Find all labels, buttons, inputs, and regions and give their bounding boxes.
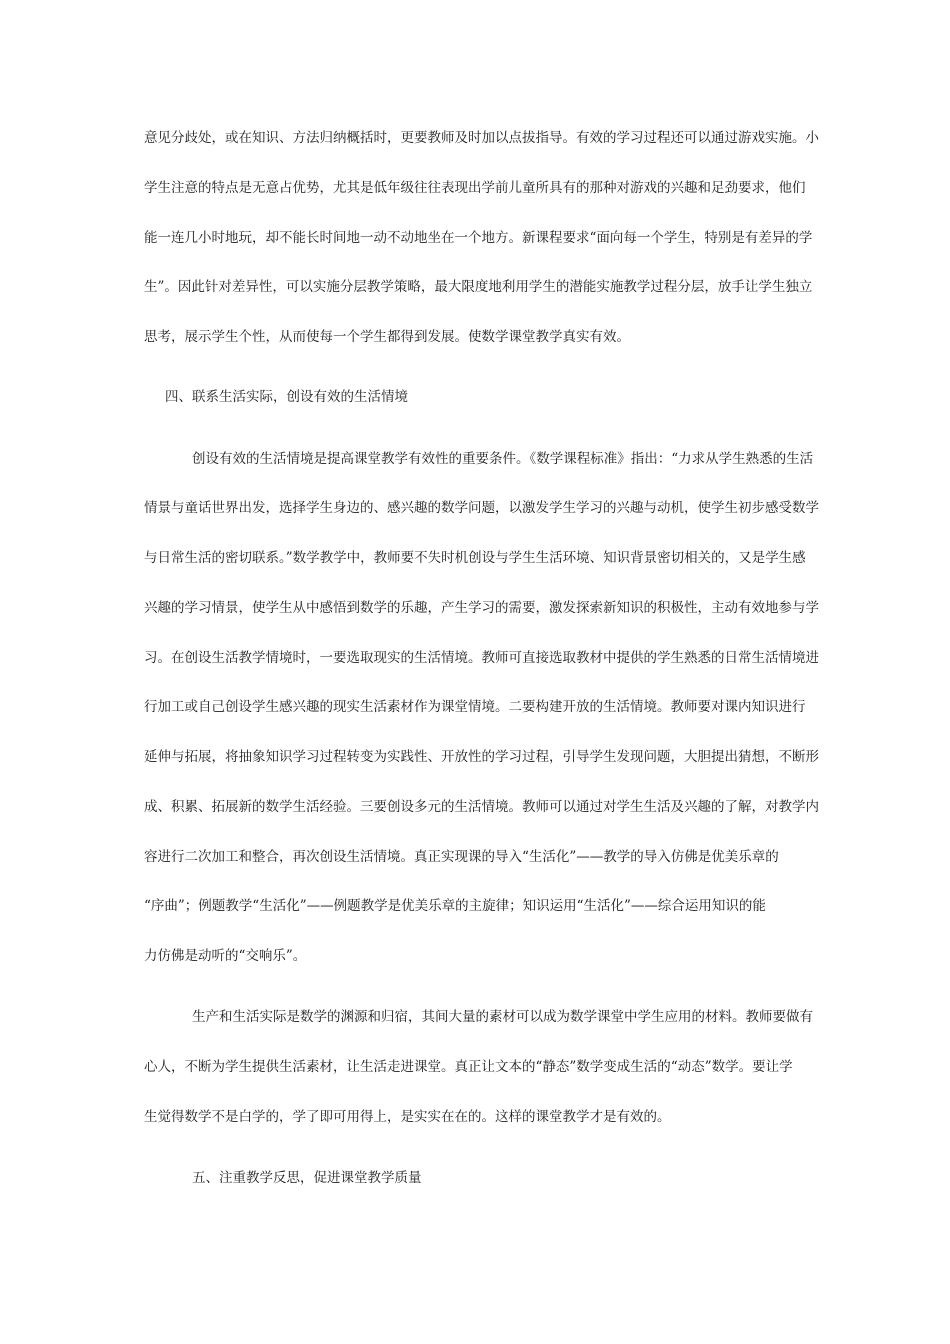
paragraph-3-line-2: 心人，不断为学生提供生活素材，让生活走进课堂。真正让文本的“静态”数学变成生活的“动态”数学。要让学 bbox=[144, 1059, 793, 1075]
paragraph-1-line-1: 意见分歧处，或在知识、方法归纳概括时，更要教师及时加以点拔指导。有效的学习过程还可以通过游戏实施。小 bbox=[144, 130, 819, 146]
paragraph-2-line-8: 成、积累、拓展新的数学生活经验。三要创设多元的生活情境。教师可以通过对学生生活及兴趣的了解，对教学内 bbox=[144, 799, 819, 815]
paragraph-2-line-7: 延伸与拓展，将抽象知识学习过程转变为实践性、开放性的学习过程，引导学生发现问题，大胆提出猜想，不断形 bbox=[144, 749, 819, 765]
paragraph-2-line-3: 与日常生活的密切联系。”数学教学中，教师要不失时机创设与学生生活环境、知识背景密切相关的，又是学生感 bbox=[144, 550, 806, 566]
paragraph-2-line-6: 行加工或自己创设学生感兴趣的现实生活素材作为课堂情境。二要构建开放的生活情境。教师要对课内知识进行 bbox=[144, 699, 806, 715]
paragraph-1-line-3: 能一连几小时地玩，却不能长时间地一动不动地坐在一个地方。新课程要求“面向每一个学生，特别是有差异的学 bbox=[144, 230, 813, 246]
paragraph-2-line-1: 创设有效的生活情境是提高课堂教学有效性的重要条件。《数学课程标准》指出：“力求从学生熟悉的生活 bbox=[192, 451, 814, 467]
paragraph-2-line-11: 力仿佛是动听的“交响乐”。 bbox=[144, 948, 307, 964]
paragraph-2-line-5: 习。在创设生活教学情境时，一要选取现实的生活情境。教师可直接选取教材中提供的学生熟悉的日常生活情境进 bbox=[144, 650, 819, 666]
section-heading-4: 四、联系生活实际，创设有效的生活情境 bbox=[165, 389, 408, 405]
paragraph-3-line-1: 生产和生活实际是数学的渊源和归宿，其间大量的素材可以成为数学课堂中学生应用的材料。教师要做有 bbox=[192, 1009, 813, 1025]
paragraph-1-line-4: 生”。因此针对差异性，可以实施分层教学策略，最大限度地利用学生的潜能实施教学过程分层，放手让学生独立 bbox=[144, 279, 813, 295]
paragraph-2-line-9: 容进行二次加工和整合，再次创设生活情境。真正实现课的导入“生活化”——教学的导入仿佛是优美乐章的 bbox=[144, 849, 779, 865]
paragraph-2-line-2: 情景与童话世界出发，选择学生身边的、感兴趣的数学问题，以激发学生学习的兴趣与动机，使学生初步感受数学 bbox=[144, 500, 819, 516]
paragraph-3-line-3: 生觉得数学不是白学的，学了即可用得上，是实实在在的。这样的课堂教学才是有效的。 bbox=[144, 1109, 671, 1125]
paragraph-1-line-2: 学生注意的特点是无意占优势，尤其是低年级往往表现出学前儿童所具有的那种对游戏的兴趣和足劲要求，他们 bbox=[144, 180, 806, 196]
paragraph-1-line-5: 思考，展示学生个性，从而使每一个学生都得到发展。使数学课堂教学真实有效。 bbox=[144, 329, 630, 345]
paragraph-2-line-4: 兴趣的学习情景，使学生从中感悟到数学的乐趣，产生学习的需要，激发探索新知识的积极性，主动有效地参与学 bbox=[144, 600, 819, 616]
section-heading-5: 五、注重教学反思，促进课堂教学质量 bbox=[192, 1170, 422, 1186]
paragraph-2-line-10: “序曲”；例题教学“生活化”——例题教学是优美乐章的主旋律；知识运用“生活化”——综合运用知识的能 bbox=[144, 898, 766, 914]
